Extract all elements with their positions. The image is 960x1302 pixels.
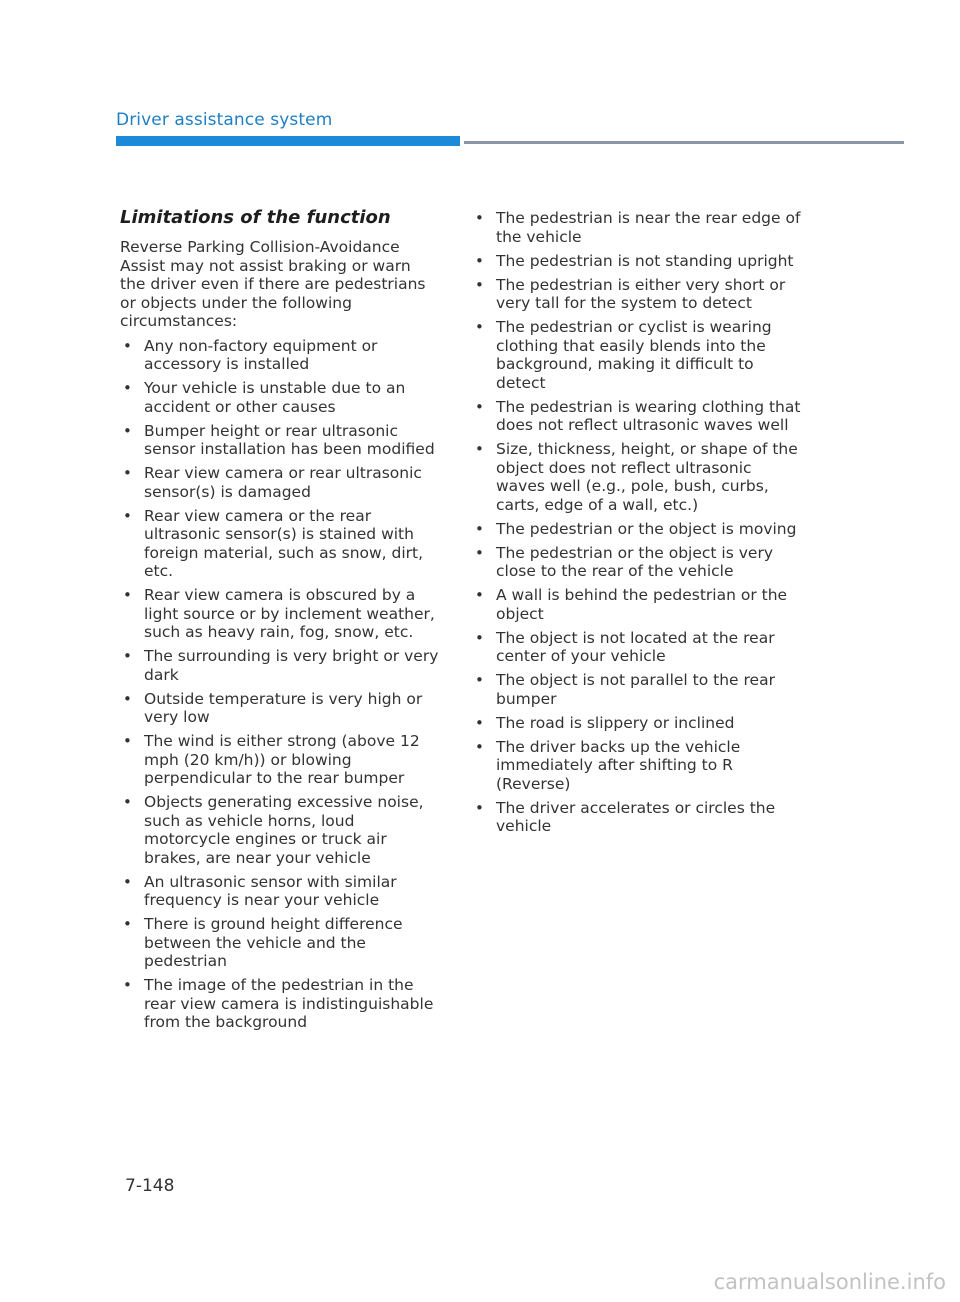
list-item-text: The pedestrian or the object is very close to the rear of the vehicle <box>496 543 773 580</box>
list-item <box>120 976 440 1032</box>
bullet-icon: • <box>475 251 484 270</box>
bullet-icon: • <box>475 798 484 817</box>
bullet-icon: • <box>123 379 132 397</box>
list-item-text: The driver backs up the vehicle immediately after shifting to R (Reverse) <box>496 737 741 793</box>
list-item-text: The surrounding is very bright or very dark <box>144 647 439 684</box>
list-item-text: Your vehicle is unstable due to an accident or other causes <box>144 379 406 416</box>
list-item <box>120 507 440 581</box>
list-item <box>472 252 802 271</box>
list-item <box>120 793 440 867</box>
list-item <box>120 464 440 501</box>
left-column <box>120 206 440 1037</box>
list-item-text: The driver accelerates or circles the vehicle <box>496 798 776 835</box>
list-item <box>472 544 802 581</box>
list-item <box>120 379 440 416</box>
list-item-text: The object is not located at the rear center of your vehicle <box>496 628 775 665</box>
list-item <box>472 629 802 666</box>
list-item <box>472 586 802 623</box>
watermark: carmanualsonline.info <box>713 1270 946 1294</box>
bullet-icon: • <box>123 793 132 811</box>
intro-paragraph: Reverse Parking Collision-Avoidance Assist may not assist braking or warn the driver even if there are pedestrians or objects under the following circumstances: <box>120 238 426 330</box>
list-item <box>120 690 440 727</box>
section-title: Driver assistance system <box>116 110 333 130</box>
list-item <box>120 732 440 788</box>
right-column <box>472 209 802 841</box>
list-item <box>472 799 802 836</box>
left-bullet-list <box>120 337 440 1032</box>
list-item-text: The image of the pedestrian in the rear view camera is indistinguishable from the background <box>144 976 434 1031</box>
bullet-icon: • <box>123 506 132 525</box>
list-item-text: A wall is behind the pedestrian or the object <box>496 586 788 623</box>
limitations-heading: Limitations of the function <box>120 207 391 228</box>
bullet-icon: • <box>123 336 132 355</box>
bullet-icon: • <box>123 464 132 482</box>
bullet-icon: • <box>123 586 132 604</box>
list-item <box>472 671 802 708</box>
bullet-icon: • <box>123 872 132 891</box>
list-item <box>472 714 802 733</box>
bullet-icon: • <box>475 397 484 416</box>
list-item <box>472 318 802 392</box>
list-item-text: The road is slippery or inclined <box>496 713 735 732</box>
right-bullet-list <box>472 209 802 836</box>
list-item-text: Outside temperature is very high or very low <box>144 689 423 726</box>
list-item-text: There is ground height difference between the vehicle and the pedestrian <box>144 915 403 970</box>
header-accent-bar <box>116 136 460 146</box>
list-item-text: An ultrasonic sensor with similar frequency is near your vehicle <box>144 872 397 909</box>
list-item <box>120 647 440 684</box>
list-item-text: The pedestrian is near the rear edge of the vehicle <box>496 209 801 246</box>
bullet-icon: • <box>475 275 484 294</box>
header-divider-line <box>464 141 904 144</box>
list-item <box>120 337 440 374</box>
bullet-icon: • <box>123 421 132 440</box>
list-item <box>472 276 802 313</box>
bullet-icon: • <box>123 689 132 708</box>
list-item <box>472 398 802 435</box>
list-item-text: Size, thickness, height, or shape of the object does not reflect ultrasonic waves well (e.g., pole, bush, curbs, carts, edge of a wall, etc.) <box>496 440 798 514</box>
bullet-icon: • <box>123 976 132 994</box>
list-item-text: The wind is either strong (above 12 mph (20 km/h)) or blowing perpendicular to the rear bumper <box>144 732 420 787</box>
list-item-text: Any non-factory equipment or accessory is installed <box>144 336 378 373</box>
bullet-icon: • <box>475 209 484 227</box>
list-item-text: The object is not parallel to the rear bumper <box>496 671 775 708</box>
bullet-icon: • <box>123 647 132 665</box>
bullet-icon: • <box>475 586 484 604</box>
bullet-icon: • <box>475 543 484 562</box>
list-item-text: The pedestrian is not standing upright <box>496 251 794 270</box>
list-item <box>472 209 802 246</box>
list-item <box>120 422 440 459</box>
list-item-text: Rear view camera is obscured by a light source or by inclement weather, such as heavy rain, fog, snow, etc. <box>144 586 435 641</box>
bullet-icon: • <box>475 318 484 336</box>
bullet-icon: • <box>123 915 132 933</box>
list-item-text: Rear view camera or the rear ultrasonic sensor(s) is stained with foreign material, such as snow, dirt, etc. <box>144 506 424 580</box>
page-number: 7-148 <box>125 1176 175 1196</box>
list-item <box>472 440 802 514</box>
list-item <box>120 586 440 642</box>
bullet-icon: • <box>475 737 484 756</box>
list-item <box>472 738 802 794</box>
list-item-text: The pedestrian or the object is moving <box>496 519 797 538</box>
list-item-text: The pedestrian is either very short or very tall for the system to detect <box>496 275 786 312</box>
list-item-text: The pedestrian is wearing clothing that does not reflect ultrasonic waves well <box>496 397 801 434</box>
list-item-text: Rear view camera or rear ultrasonic sensor(s) is damaged <box>144 464 422 501</box>
list-item <box>120 873 440 910</box>
bullet-icon: • <box>475 628 484 647</box>
bullet-icon: • <box>475 519 484 538</box>
list-item <box>120 915 440 971</box>
bullet-icon: • <box>475 713 484 732</box>
list-item-text: The pedestrian or cyclist is wearing clothing that easily blends into the background, making it difficult to detect <box>496 318 772 392</box>
list-item <box>472 520 802 539</box>
bullet-icon: • <box>475 671 484 689</box>
bullet-icon: • <box>123 732 132 750</box>
list-item-text: Bumper height or rear ultrasonic sensor installation has been modified <box>144 421 435 458</box>
list-item-text: Objects generating excessive noise, such as vehicle horns, loud motorcycle engines or truck air brakes, are near your vehicle <box>144 793 424 867</box>
bullet-icon: • <box>475 440 484 458</box>
